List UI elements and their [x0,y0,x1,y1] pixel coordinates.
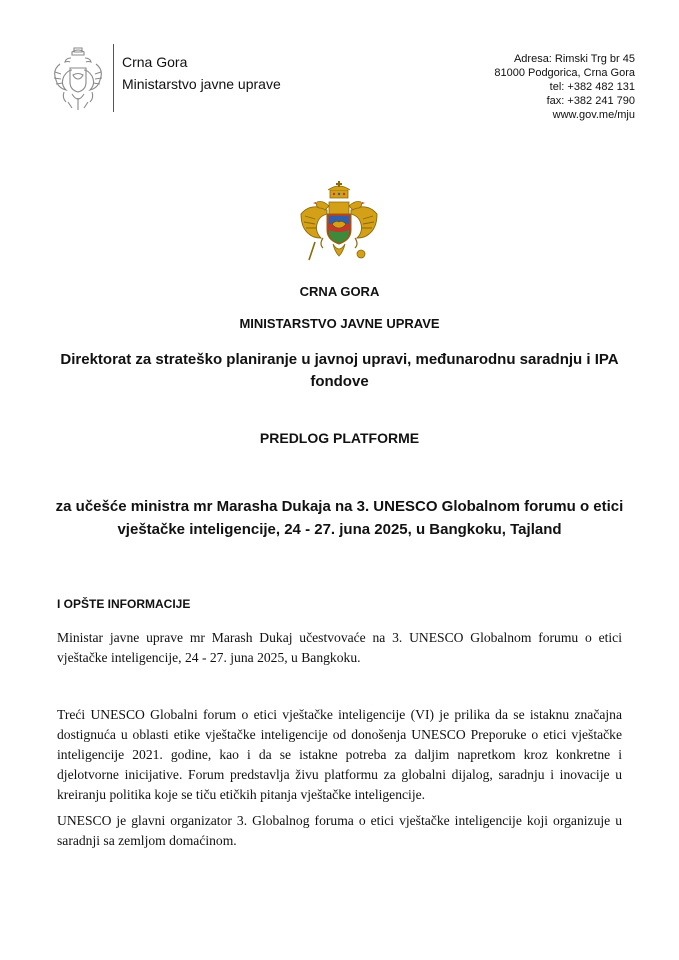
coat-of-arms-icon [52,42,104,114]
phone-line: tel: +382 482 131 [549,81,635,93]
country-name: Crna Gora [122,54,188,70]
fax-line: fax: +382 241 790 [546,95,635,107]
heading-directorate: Direktorat za strateško planiranje u javnoj upravi, međunarodnu saradnju i IPA fondove [60,351,619,390]
paragraph: Treći UNESCO Globalni forum o etici vještačke inteligencije (VI) je prilika da se istaknu značajna dostignuća u oblasti etike vještačke inteligencije od donošenja UNESCO Preporuke o etici vještačke inteligencije 2021. godine, kao i da se istakne potreba za daljim napretkom kroz konkretne i djelotvorne inicijative. Forum predstavlja živu platformu za globalni dijalog, saradnju i inovacije u kreiranju politika koje se tiču etičkih pitanja vještačke inteligencije. [57,707,622,802]
paragraph: UNESCO je glavni organizator 3. Globalnog foruma o etici vještačke inteligencije koji organizuje u saradnji sa zemljom domaćinom. [57,813,622,848]
section-title: I OPŠTE INFORMACIJE [57,597,191,611]
address-line: Adresa: Rimski Trg br 45 [513,53,635,65]
document-type: PREDLOG PLATFORME [259,430,420,446]
organization-name [122,51,281,95]
header-divider [113,44,114,112]
state-coat-of-arms-icon [299,180,379,270]
ministry-name: Ministarstvo javne uprave [122,76,281,92]
paragraph: Ministar javne uprave mr Marash Dukaj učestvovaće na 3. UNESCO Globalnom forumu o etici vještačke inteligencije, 24 - 27. juna 2025, u Bangkoku. [57,630,622,665]
letterhead [50,40,635,120]
website-line: www.gov.me/mju [552,109,635,121]
heading-ministry: MINISTARSTVO JAVNE UPRAVE [239,316,440,331]
heading-country: CRNA GORA [299,284,380,299]
document-subject: za učešće ministra mr Marasha Dukaja na 3. UNESCO Globalnom forumu o etici vještačke inteligencije, 24 - 27. juna 2025, u Bangkoku, Tajland [55,498,624,538]
contact-address [494,52,635,122]
city-line: 81000 Podgorica, Crna Gora [494,67,635,79]
